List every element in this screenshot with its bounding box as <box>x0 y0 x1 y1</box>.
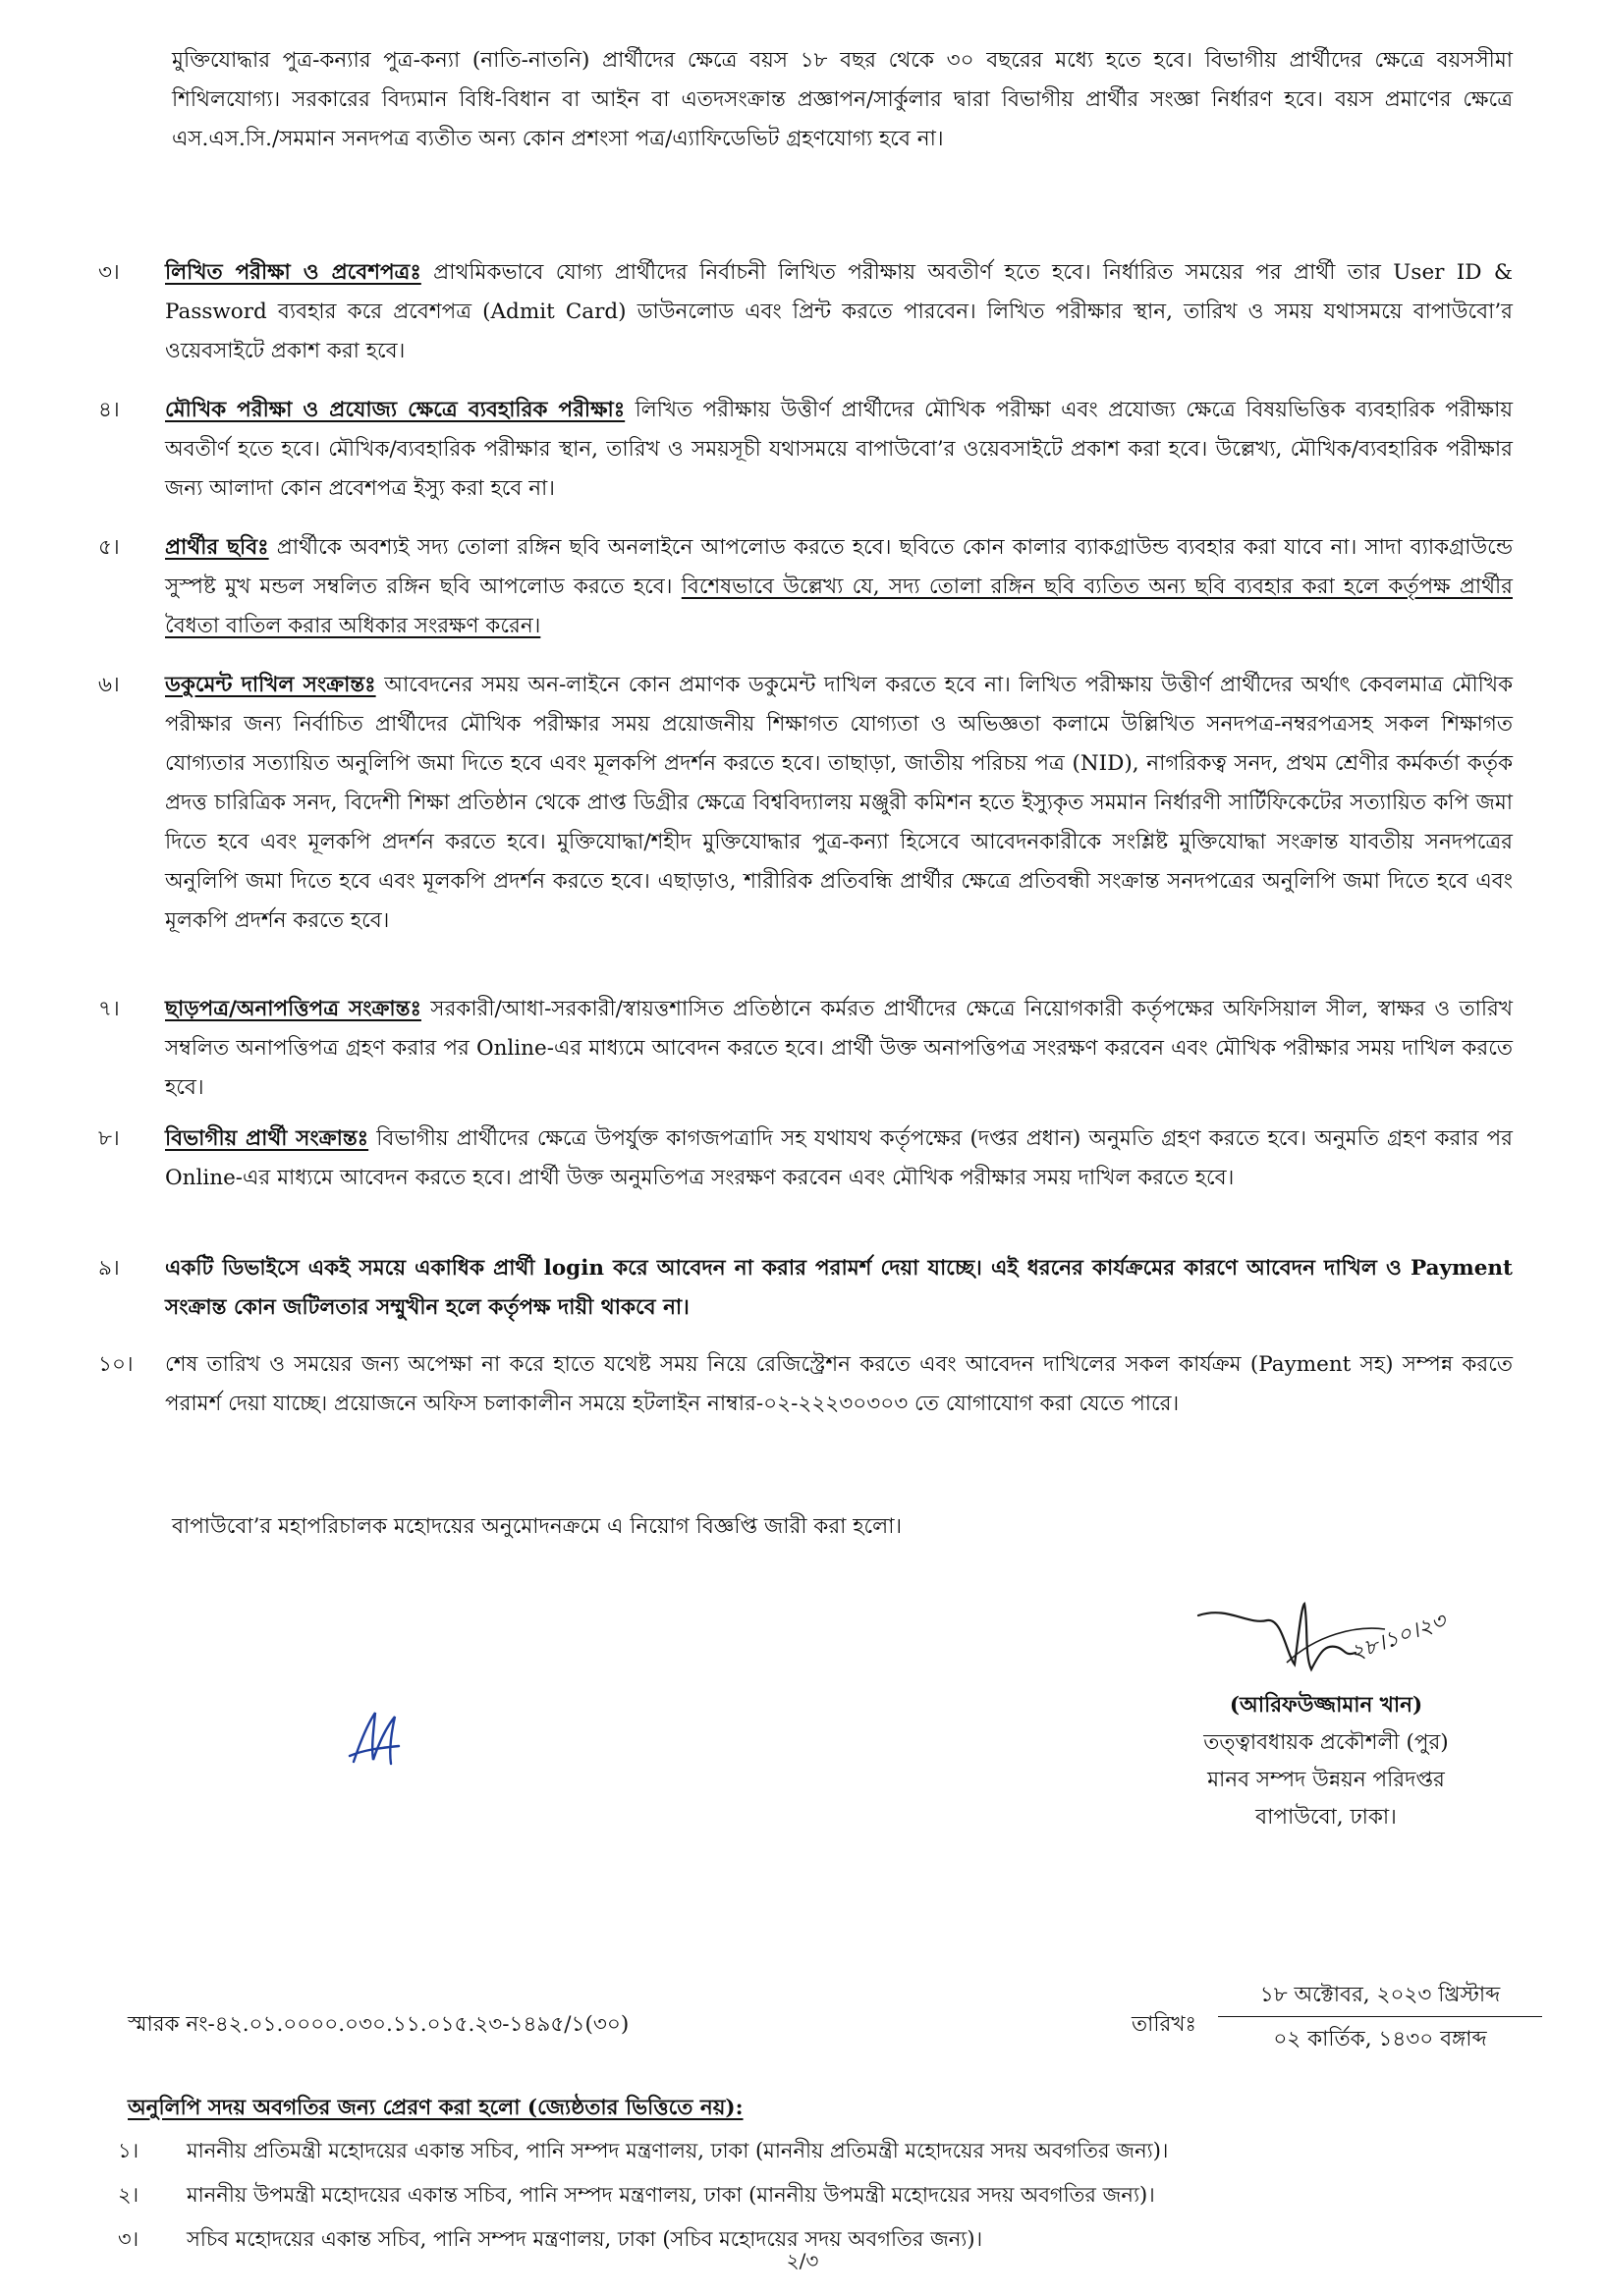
clause-text: বিভাগীয় প্রার্থীদের ক্ষেত্রে উপর্যুক্ত কাগজপত্রাদি সহ যথাযথ কর্তৃপক্ষের (দপ্তর প্রধান) অনুমতি গ্রহণ করতে হবে। অনুমতি গ্রহণ করার পর Online-এর মাধ্যমে আবেদন করতে হবে। প্রার্থী উক্ত অনুমতিপত্র সংরক্ষণ করবেন এবং মৌখিক পরীক্ষার সময় দাখিল করতে হবে। <box>165 1126 1513 1190</box>
page-number: ২/৩ <box>786 2249 819 2272</box>
clause-text: প্রার্থীকে অবশ্যই সদ্য তোলা রঙ্গিন ছবি অনলাইনে আপলোড করতে হবে। ছবিতে কোন কালার ব্যাকগ্রাউন্ড ব্যবহার করা যাবে না। সাদা ব্যাকগ্রাউন্ডে সুস্পষ্ট মুখ মন্ডল সম্বলিত রঙ্গিন ছবি আপলোড করতে হবে। <box>165 535 1513 599</box>
date-block <box>1218 1979 1542 2056</box>
clause-heading: প্রার্থীর ছবিঃ <box>165 535 269 560</box>
approval-statement: বাপাউবো’র মহাপরিচালক মহোদয়ের অনুমোদনক্রমে এ নিয়োগ বিজ্ঞপ্তি জারী করা হলো। <box>172 1514 903 1539</box>
clause-3 <box>98 253 1513 371</box>
list-item-text: মাননীয় উপমন্ত্রী মহোদয়ের একান্ত সচিব, পানি সম্পদ মন্ত্রণালয়, ঢাকা (মাননীয় উপমন্ত্রী মহোদয়ের সদয় অবগতির জন্য)। <box>187 2183 1155 2207</box>
signatory-name: (আরিফউজ্জামান খান) <box>1229 1693 1423 1718</box>
clause-bold-text: একটি ডিভাইসে একই সময়ে একাধিক প্রার্থী login করে আবেদন না করার পরামর্শ দেয়া যাচ্ছে। এই ধরনের কার্যক্রমের কারণে আবেদন দাখিল ও Payment সংক্রান্ত কোন জটিলতার সম্মুখীন হলে কর্তৃপক্ষ দায়ী থাকবে না। <box>165 1256 1513 1320</box>
date-bangla: ০২ কার্তিক, ১৪৩০ বঙ্গাব্দ <box>1273 2027 1487 2051</box>
list-item-text: সচিব মহোদয়ের একান্ত সচিব, পানি সম্পদ মন্ত্রণালয়, ঢাকা (সচিব মহোদয়ের সদয় অবগতির জন্য)। <box>187 2227 983 2251</box>
memo-number: স্মারক নং-৪২.০১.০০০০.০৩০.১১.০১৫.২৩-১৪৯৫/১(৩০) <box>128 2012 630 2037</box>
date-gregorian: ১৮ অক্টোবর, ২০২৩ খ্রিস্টাব্দ <box>1218 1979 1542 2017</box>
list-item-text: মাননীয় প্রতিমন্ত্রী মহোদয়ের একান্ত সচিব, পানি সম্পদ মন্ত্রণালয়, ঢাকা (মাননীয় প্রতিমন্ত্রী মহোদয়ের সদয় অবগতির জন্য)। <box>187 2139 1169 2162</box>
list-item <box>118 2129 1532 2173</box>
clause-7 <box>98 990 1513 1108</box>
clause-number: ১০। <box>98 1352 134 1377</box>
clause-10 <box>98 1345 1513 1424</box>
clause-6 <box>98 666 1513 941</box>
signature-block <box>1110 1687 1542 1836</box>
clause-text: সরকারী/আধা-সরকারী/স্বায়ত্তশাসিত প্রতিষ্ঠানে কর্মরত প্রার্থীদের ক্ষেত্রে নিয়োগকারী কর্তৃপক্ষের অফিসিয়াল সীল, স্বাক্ষর ও তারিখ সম্বলিত অনাপত্তিপত্র গ্রহণ করার পর Online-এর মাধ্যমে আবেদন করতে হবে। প্রার্থী উক্ত অনাপত্তিপত্র সংরক্ষণ করবেন এবং মৌখিক পরীক্ষার সময় দাখিল করতে হবে। <box>165 997 1513 1100</box>
clause-heading: লিখিত পরীক্ষা ও প্রবেশপত্রঃ <box>165 260 421 285</box>
list-item <box>118 2173 1532 2217</box>
clause-5 <box>98 528 1513 646</box>
clause-8 <box>98 1120 1513 1198</box>
clause-heading: বিভাগীয় প্রার্থী সংক্রান্তঃ <box>165 1126 369 1151</box>
clause-number: ৭। <box>98 997 120 1021</box>
clause-text: লিখিত পরীক্ষায় উত্তীর্ণ প্রার্থীদের মৌখিক পরীক্ষা এবং প্রযোজ্য ক্ষেত্রে বিষয়ভিত্তিক ব্যবহারিক পরীক্ষায় অবতীর্ণ হতে হবে। মৌখিক/ব্যবহারিক পরীক্ষার স্থান, তারিখ ও সময়সূচী যথাসময়ে বাপাউবো’র ওয়েবসাইটে প্রকাশ করা হবে। উল্লেখ্য, মৌখিক/ব্যবহারিক পরীক্ষার জন্য আলাদা কোন প্রবেশপত্র ইস্যু করা হবে না। <box>165 398 1513 501</box>
intro-paragraph: মুক্তিযোদ্ধার পুত্র-কন্যার পুত্র-কন্যা (নাতি-নাতনি) প্রার্থীদের ক্ষেত্রে বয়স ১৮ বছর থেকে ৩০ বছরের মধ্যে হতে হবে। বিভাগীয় প্রার্থীদের ক্ষেত্রে বয়সসীমা শিথিলযোগ্য। সরকারের বিদ্যমান বিধি-বিধান বা আইন বা এতদসংক্রান্ত প্রজ্ঞাপন/সার্কুলার দ্বারা বিভাগীয় প্রার্থীর সংজ্ঞা নির্ধারণ হবে। বয়স প্রমাণের ক্ষেত্রে এস.এস.সি./সমমান সনদপত্র ব্যতীত অন্য কোন প্রশংসা পত্র/এ্যাফিডেভিট গ্রহণযোগ্য হবে না। <box>172 48 1513 151</box>
clause-9 <box>98 1249 1513 1328</box>
clause-underlined-note: বিশেষভাবে উল্লেখ্য যে, সদ্য তোলা রঙ্গিন ছবি ব্যতিত অন্য ছবি ব্যবহার করা হলে কর্তৃপক্ষ প্রার্থীর বৈধতা বাতিল করার অধিকার সংরক্ষণ করেন। <box>165 574 1513 638</box>
initial-mark <box>346 1705 405 1774</box>
clause-number: ৩। <box>98 260 120 285</box>
list-item-number: ২। <box>118 2183 139 2207</box>
clause-heading: ছাড়পত্র/অনাপত্তিপত্র সংক্রান্তঃ <box>165 997 421 1021</box>
clause-number: ৪। <box>98 398 120 422</box>
signatory-designation: তত্ত্বাবধায়ক প্রকৌশলী (পুর) <box>1203 1730 1449 1755</box>
clause-heading: মৌখিক পরীক্ষা ও প্রযোজ্য ক্ষেত্রে ব্যবহারিক পরীক্ষাঃ <box>165 398 626 422</box>
clause-heading: ডকুমেন্ট দাখিল সংক্রান্তঃ <box>165 673 376 697</box>
copy-list <box>118 2129 1532 2262</box>
signature-date: ২৮।১০।২৩ <box>1347 1609 1450 1667</box>
clause-text: প্রাথমিকভাবে যোগ্য প্রার্থীদের নির্বাচনী লিখিত পরীক্ষায় অবতীর্ণ হতে হবে। নির্ধারিত সময়ের পর প্রার্থী তার User ID & Password ব্যবহার করে প্রবেশপত্র (Admit Card) ডাউনলোড এবং প্রিন্ট করতে পারবেন। লিখিত পরীক্ষার স্থান, তারিখ ও সময় যথাসময়ে বাপাউবো’র ওয়েবসাইটে প্রকাশ করা হবে। <box>165 260 1513 363</box>
clause-text: শেষ তারিখ ও সময়ের জন্য অপেক্ষা না করে হাতে যথেষ্ট সময় নিয়ে রেজিস্ট্রেশন করতে এবং আবেদন দাখিলের সকল কার্যক্রম (Payment সহ) সম্পন্ন করতে পরামর্শ দেয়া যাচ্ছে। প্রয়োজনে অফিস চলাকালীন সময়ে হটলাইন নাম্বার-০২-২২২৩০৩০৩ তে যোগাযোগ করা যেতে পারে। <box>165 1352 1513 1416</box>
date-label: তারিখঃ <box>1132 2012 1196 2037</box>
clause-text: আবেদনের সময় অন-লাইনে কোন প্রমাণক ডকুমেন্ট দাখিল করতে হবে না। লিখিত পরীক্ষায় উত্তীর্ণ প্রার্থীদের অর্থাৎ কেবলমাত্র মৌখিক পরীক্ষার জন্য নির্বাচিত প্রার্থীদের মৌখিক পরীক্ষার সময় প্রয়োজনীয় শিক্ষাগত যোগ্যতা ও অভিজ্ঞতা কলামে উল্লিখিত সনদপত্র-নম্বরপত্রসহ সকল শিক্ষাগত যোগ্যতার সত্যায়িত অনুলিপি জমা দিতে হবে এবং মূলকপি প্রদর্শন করতে হবে। তাছাড়া, জাতীয় পরিচয় পত্র (NID), নাগরিকত্ব সনদ, প্রথম শ্রেণীর কর্মকর্তা কর্তৃক প্রদত্ত চারিত্রিক সনদ, বিদেশী শিক্ষা প্রতিষ্ঠান থেকে প্রাপ্ত ডিগ্রীর ক্ষেত্রে বিশ্ববিদ্যালয় মঞ্জুরী কমিশন হতে ইস্যুকৃত সমমান নির্ধারণী সার্টিফিকেটের সত্যায়িত কপি জমা দিতে হবে এবং মূলকপি প্রদর্শন করতে হবে। মুক্তিযোদ্ধা/শহীদ মুক্তিযোদ্ধার পুত্র-কন্যা হিসেবে আবেদনকারীকে সংশ্লিষ্ট মুক্তিযোদ্ধা সংক্রান্ত যাবতীয় সনদপত্রের অনুলিপি জমা দিতে হবে এবং মূলকপি প্রদর্শন করতে হবে। এছাড়াও, শারীরিক প্রতিবন্ধি প্রার্থীর ক্ষেত্রে প্রতিবন্ধী সংক্রান্ত সনদপত্রের অনুলিপি জমা দিতে হবে এবং মূলকপি প্রদর্শন করতে হবে। <box>165 673 1513 933</box>
list-item-number: ৩। <box>118 2227 139 2251</box>
clause-number: ৬। <box>98 673 120 697</box>
signatory-org: বাপাউবো, ঢাকা। <box>1255 1805 1397 1830</box>
copy-list-heading: অনুলিপি সদয় অবগতির জন্য প্রেরণ করা হলো (জ্যেষ্ঠতার ভিত্তিতে নয়): <box>128 2096 744 2120</box>
clause-4 <box>98 391 1513 509</box>
clause-number: ৯। <box>98 1256 120 1281</box>
signatory-office: মানব সম্পদ উন্নয়ন পরিদপ্তর <box>1207 1768 1445 1792</box>
clause-number: ৫। <box>98 535 120 560</box>
clause-number: ৮। <box>98 1126 120 1151</box>
list-item-number: ১। <box>118 2139 139 2162</box>
